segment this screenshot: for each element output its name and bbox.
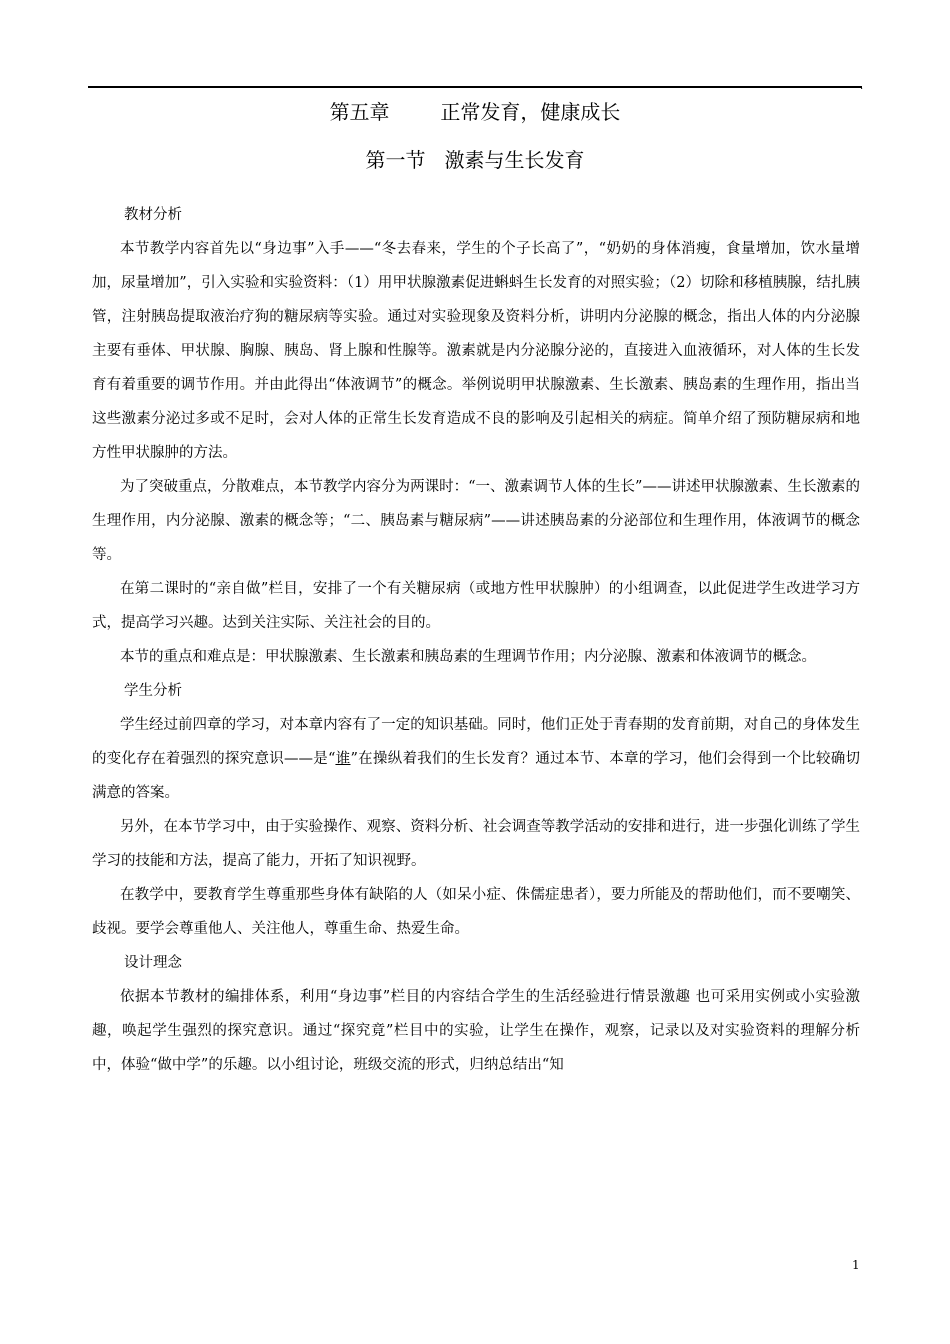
student-analysis-paragraph-1 (92, 708, 860, 810)
student-analysis-paragraph-1-end: ”在操纵着我们的生长发育？通过本节、本章的学习，他们会得到一个比较确切满意的答案。 (92, 751, 860, 801)
page-number: 1 (852, 1258, 860, 1272)
textbook-analysis-paragraph-1: 本节教学内容首先以“身边事”入手——“冬去春来，学生的个子长高了”，“奶奶的身体消瘦，食量增加，饮水量增加，尿量增加”，引入实验和实验资料：（1）用甲状腺激素促进蝌蚪生长发育的对照实验；（2）切除和移植胰腺，结扎胰管，注射胰岛提取液治疗狗的糖尿病等实验。通过对实验现象及资料分析，讲明内分泌腺的概念，指出人体的内分泌腺主要有垂体、甲状腺、胸腺、胰岛、肾上腺和性腺等。激素就是内分泌腺分泌的，直接进入血液循环，对人体的生长发育有着重要的调节作用。并由此得出“体液调节”的概念。举例说明甲状腺激素、生长激素、胰岛素的生理作用，指出当这些激素分泌过多或不足时，会对人体的正常生长发育造成不良的影响及引起相关的病症。简单介绍了预防糖尿病和地方性甲状腺肿的方法。 (92, 241, 860, 461)
textbook-analysis-paragraph-2: 为了突破重点，分散难点，本节教学内容分为两课时：“一、激素调节人体的生长”——讲述甲状腺激素、生长激素的生理作用，内分泌腺、激素的概念等；“二、胰岛素与糖尿病”——讲述胰岛素的分泌部位和生理作用，体液调节的概念等。 (92, 479, 860, 563)
header-rule-mark: . (860, 81, 864, 92)
chapter-title: 第五章 正常发育，健康成长 (329, 100, 621, 124)
student-analysis-paragraph-2: 另外，在本节学习中，由于实验操作、观察、资料分析、社会调查等教学活动的安排和进行，进一步强化训练了学生学习的技能和方法，提高了能力，开拓了知识视野。 (92, 819, 860, 869)
design-concept-paragraph-1: 依据本节教材的编排体系，利用“身边事”栏目的内容结合学生的生活经验进行情景激趣 也可采用实例或小实验激趣，唤起学生强烈的探究意识。通过“探究竟”栏目中的实验，让学生在操作，观察，记录以及对实验资料的理解分析中，体验“做中学”的乐趣。以小组讨论，班级交流的形式，归纳总结出“知 (92, 989, 860, 1073)
student-analysis-paragraph-1-start: 学生经过前四章的学习，对本章内容有了一定的知识基础。同时，他们正处于青春期的发育前期，对自己的身体发生的变化存在着强烈的探究意识——是“ (92, 717, 860, 767)
header-rule (88, 86, 862, 88)
textbook-analysis-paragraph-3: 在第二课时的“亲自做”栏目，安排了一个有关糖尿病（或地方性甲状腺肿）的小组调查，以此促进学生改进学习方式，提高学习兴趣。达到关注实际、关注社会的目的。 (92, 581, 860, 631)
document-body (92, 198, 860, 1082)
textbook-analysis-paragraph-4: 本节的重点和难点是：甲状腺激素、生长激素和胰岛素的生理调节作用；内分泌腺、激素和体液调节的概念。 (120, 649, 816, 665)
textbook-analysis-heading: 教材分析 (124, 207, 182, 223)
student-analysis-paragraph-3: 在教学中，要教育学生尊重那些身体有缺陷的人（如呆小症、侏儒症患者），要力所能及的帮助他们，而不要嘲笑、歧视。要学会尊重他人、关注他人，尊重生命、热爱生命。 (92, 887, 860, 937)
design-concept-heading: 设计理念 (124, 955, 182, 971)
underlined-word: 谁 (335, 751, 351, 767)
section-title: 第一节 激素与生长发育 (365, 148, 585, 172)
student-analysis-heading: 学生分析 (124, 683, 182, 699)
